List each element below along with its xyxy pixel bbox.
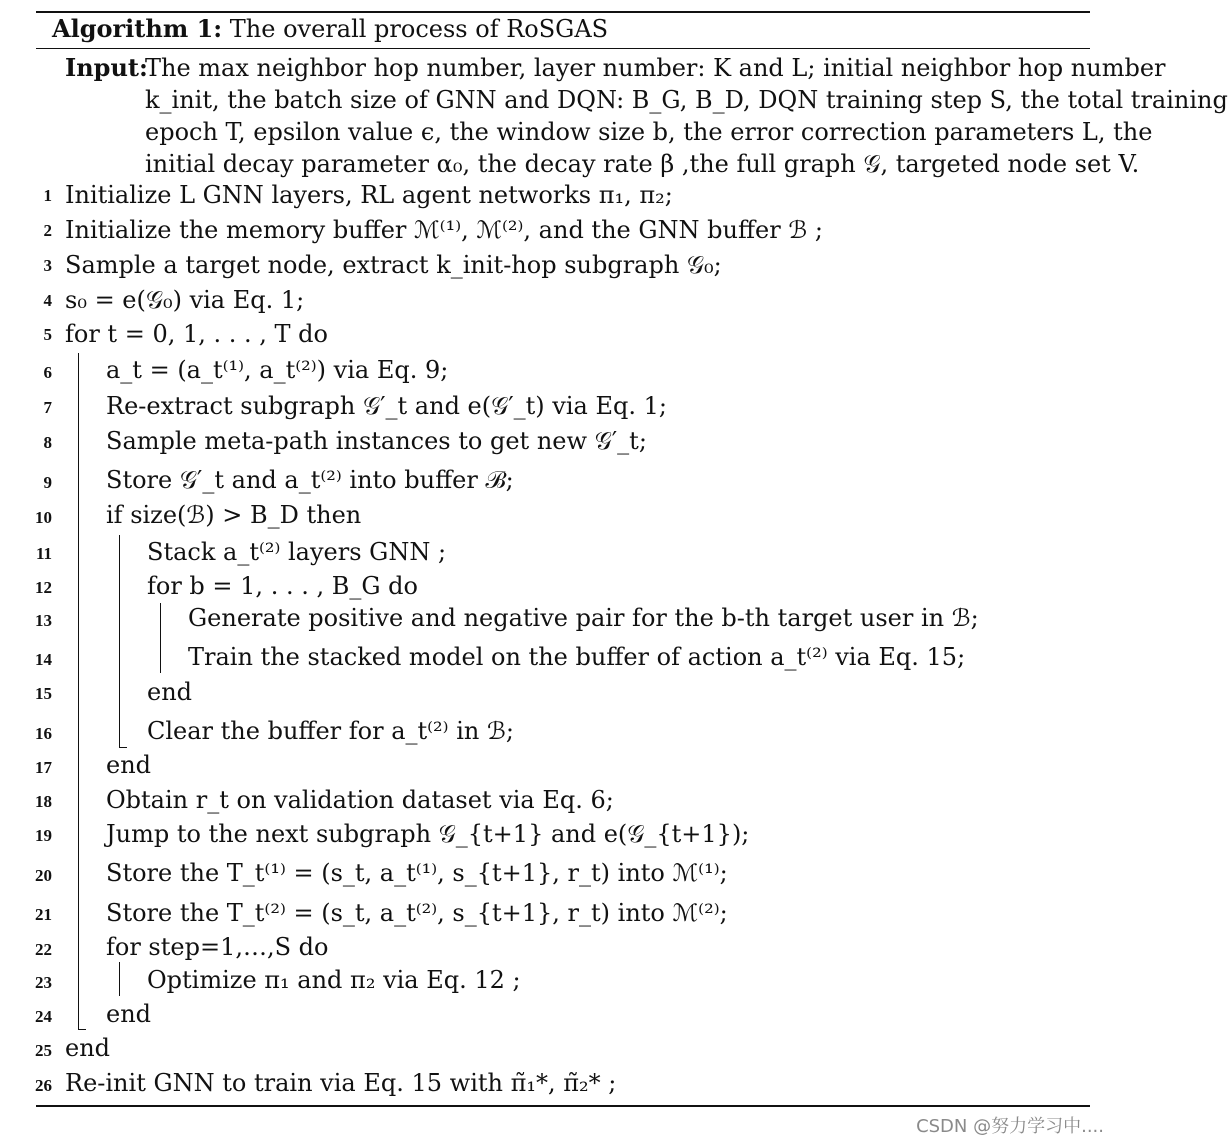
if-block-line: [119, 535, 120, 747]
line-number: 6: [43, 363, 52, 382]
watermark: CSDN @努力学习中....: [916, 1116, 1104, 1137]
input-line: initial decay parameter α₀, the decay rate β ,the full graph 𝒢, targeted node set V.: [145, 150, 1140, 178]
line-number: 1: [43, 186, 52, 205]
line-number: 14: [35, 650, 52, 669]
line-number: 5: [43, 325, 52, 344]
step-text: a_t = (a_t⁽¹⁾, a_t⁽²⁾) via Eq. 9;: [106, 356, 449, 384]
line-number: 11: [35, 544, 52, 563]
line-number: 16: [35, 724, 52, 743]
line-number: 17: [35, 758, 52, 777]
step-text: s₀ = e(𝒢₀) via Eq. 1;: [65, 286, 305, 314]
step-text: Train the stacked model on the buffer of action a_t⁽²⁾ via Eq. 15;: [188, 643, 966, 671]
header-rule: [36, 48, 1090, 49]
step-text: for b = 1, . . . , B_G do: [147, 572, 418, 600]
line-number: 22: [35, 940, 52, 959]
step-text: Store the T_t⁽¹⁾ = (s_t, a_t⁽¹⁾, s_{t+1}, r_t) into ℳ⁽¹⁾;: [106, 859, 728, 887]
algorithm-title-text: The overall process of RoSGAS: [229, 15, 609, 43]
input-label: Input:: [65, 53, 148, 82]
step-text: Store 𝒢′_t and a_t⁽²⁾ into buffer ℬ;: [106, 466, 514, 494]
algorithm-title: [52, 14, 608, 44]
step-text: for step=1,…,S do: [106, 933, 329, 961]
step-text: for t = 0, 1, . . . , T do: [65, 320, 328, 348]
step-text: Sample meta-path instances to get new 𝒢′_t;: [106, 427, 647, 455]
if-block-hook: [119, 747, 127, 748]
line-number: 2: [43, 221, 52, 240]
step-text: Sample a target node, extract k_init-hop subgraph 𝒢₀;: [65, 251, 722, 279]
line-number: 18: [35, 792, 52, 811]
bottom-rule: [36, 1105, 1090, 1107]
line-number: 4: [43, 291, 52, 310]
line-number: 12: [35, 578, 52, 597]
line-number: 13: [35, 611, 52, 630]
step-text: Initialize the memory buffer ℳ⁽¹⁾, ℳ⁽²⁾, and the GNN buffer ℬ ;: [65, 216, 823, 244]
line-number: 20: [35, 866, 52, 885]
line-number: 9: [43, 473, 52, 492]
input-line: k_init, the batch size of GNN and DQN: B_G, B_D, DQN training step S, the total training: [145, 86, 1228, 114]
step-text: end: [147, 678, 193, 706]
line-number: 10: [35, 508, 52, 527]
line-number: 25: [35, 1041, 52, 1060]
step-text: Initialize L GNN layers, RL agent networks π₁, π₂;: [65, 181, 673, 209]
line-number: 8: [43, 433, 52, 452]
for-step-block-line: [119, 962, 120, 996]
step-text: Store the T_t⁽²⁾ = (s_t, a_t⁽²⁾, s_{t+1}, r_t) into ℳ⁽²⁾;: [106, 899, 728, 927]
step-text: Obtain r_t on validation dataset via Eq. 6;: [106, 786, 614, 814]
step-text: end: [65, 1034, 111, 1062]
line-number: 23: [35, 973, 52, 992]
line-number: 19: [35, 826, 52, 845]
line-number: 15: [35, 684, 52, 703]
line-number: 3: [43, 256, 52, 275]
for-t-block-line: [78, 353, 79, 1029]
line-number: 24: [35, 1007, 52, 1026]
top-rule: [36, 11, 1090, 13]
for-t-block-hook: [78, 1029, 86, 1030]
step-text: Re-extract subgraph 𝒢′_t and e(𝒢′_t) via Eq. 1;: [106, 392, 667, 420]
step-text: Jump to the next subgraph 𝒢_{t+1} and e(𝒢_{t+1});: [106, 820, 750, 848]
line-number: 21: [35, 905, 52, 924]
step-text: end: [106, 751, 152, 779]
for-b-block-line: [160, 603, 161, 673]
step-text: Optimize π₁ and π₂ via Eq. 12 ;: [147, 966, 521, 994]
step-text: Stack a_t⁽²⁾ layers GNN ;: [147, 538, 447, 566]
step-text: if size(ℬ) > B_D then: [106, 501, 362, 529]
line-number: 26: [35, 1076, 52, 1095]
step-text: Re-init GNN to train via Eq. 15 with π̃₁*, π̃₂* ;: [65, 1069, 617, 1097]
algorithm-label: Algorithm 1:: [52, 14, 223, 43]
line-number: 7: [43, 398, 52, 417]
input-line: epoch T, epsilon value ϵ, the window size b, the error correction parameters L, the: [145, 118, 1153, 146]
step-text: Clear the buffer for a_t⁽²⁾ in ℬ;: [147, 717, 514, 745]
step-text: Generate positive and negative pair for the b-th target user in ℬ;: [188, 604, 979, 632]
input-line: The max neighbor hop number, layer number: K and L; initial neighbor hop number: [145, 54, 1166, 82]
step-text: end: [106, 1000, 152, 1028]
